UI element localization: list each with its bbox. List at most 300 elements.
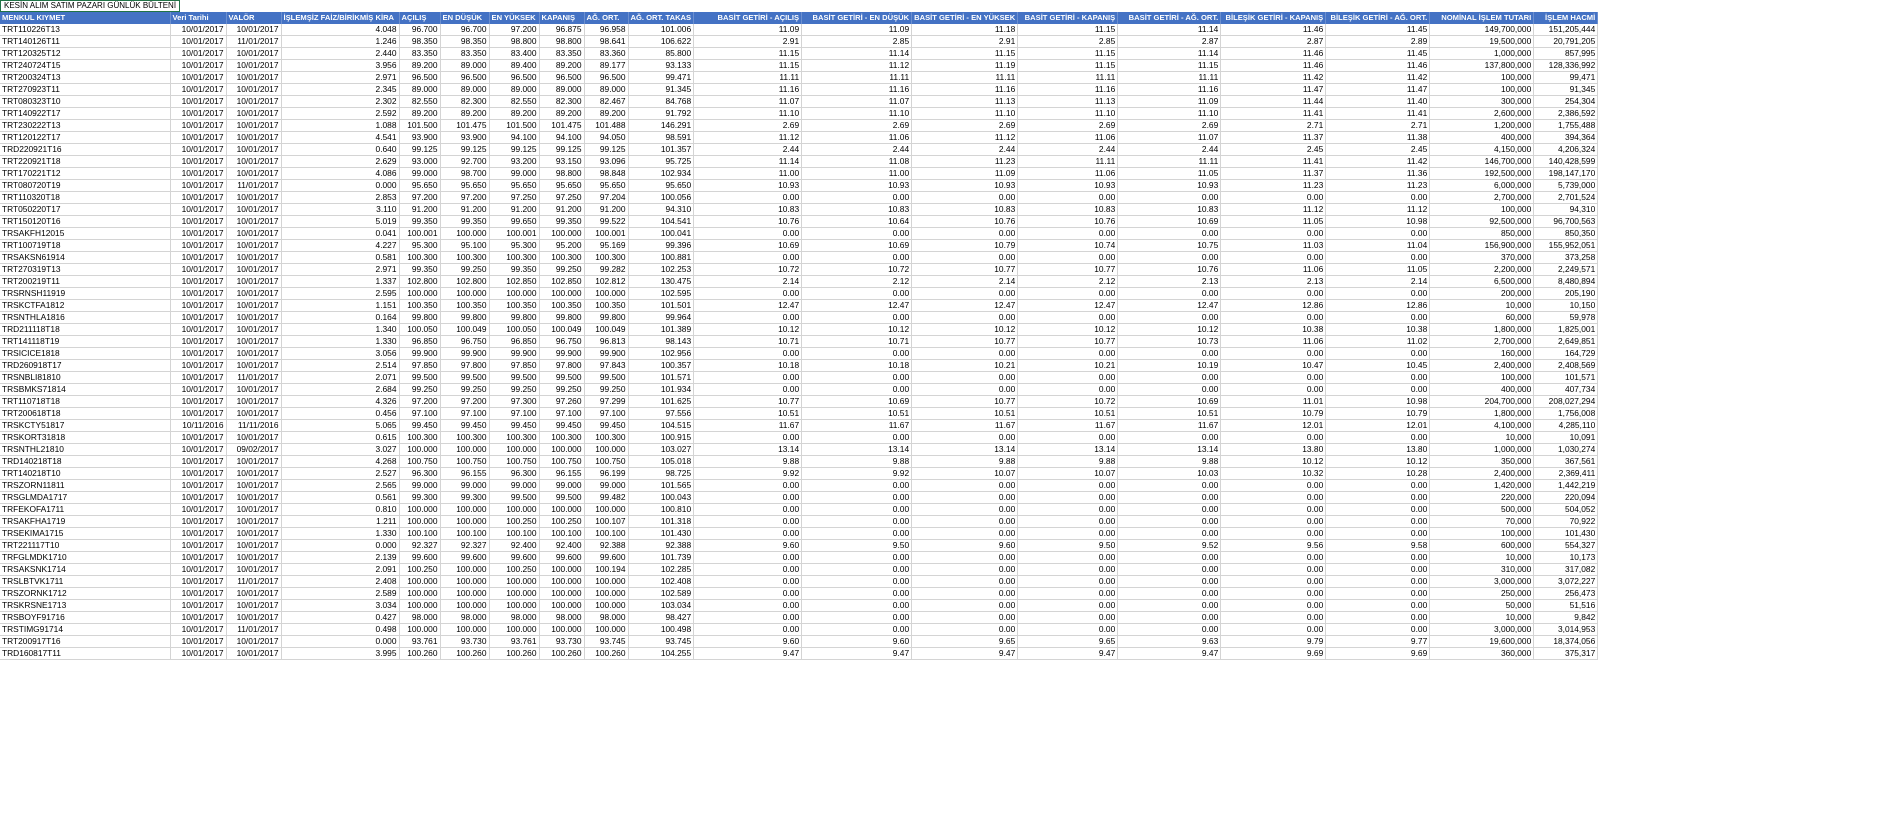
- security-code-cell[interactable]: TRSRNSH11919: [0, 287, 170, 299]
- table-cell[interactable]: 99.125: [539, 143, 584, 155]
- table-cell[interactable]: 13.80: [1221, 443, 1326, 455]
- table-cell[interactable]: 100.000: [399, 503, 440, 515]
- table-cell[interactable]: 100.000: [539, 599, 584, 611]
- column-header[interactable]: EN YÜKSEK: [489, 12, 539, 24]
- table-cell[interactable]: 0.00: [1221, 251, 1326, 263]
- table-cell[interactable]: 100.000: [399, 575, 440, 587]
- table-cell[interactable]: 102.408: [628, 575, 694, 587]
- table-cell[interactable]: 2.514: [281, 359, 399, 371]
- table-cell[interactable]: 600,000: [1430, 539, 1534, 551]
- table-cell[interactable]: 10.76: [694, 215, 802, 227]
- table-cell[interactable]: 11.15: [1018, 59, 1118, 71]
- table-cell[interactable]: 10/01/2017: [226, 479, 281, 491]
- table-cell[interactable]: 0.00: [1018, 551, 1118, 563]
- table-cell[interactable]: 99.600: [584, 551, 628, 563]
- table-cell[interactable]: 10/01/2017: [226, 107, 281, 119]
- table-cell[interactable]: 11.15: [1118, 59, 1221, 71]
- table-cell[interactable]: 10.72: [802, 263, 912, 275]
- table-cell[interactable]: 0.00: [1118, 251, 1221, 263]
- table-cell[interactable]: 83.350: [440, 47, 489, 59]
- table-cell[interactable]: 367,561: [1534, 455, 1598, 467]
- table-cell[interactable]: 9.47: [802, 647, 912, 659]
- table-cell[interactable]: 0.00: [912, 251, 1018, 263]
- security-code-cell[interactable]: TRT050220T17: [0, 203, 170, 215]
- table-cell[interactable]: 10/01/2017: [170, 215, 226, 227]
- table-cell[interactable]: 317,082: [1534, 563, 1598, 575]
- table-cell[interactable]: 95.650: [440, 179, 489, 191]
- table-cell[interactable]: 10/01/2017: [226, 431, 281, 443]
- table-cell[interactable]: 96.875: [539, 24, 584, 36]
- security-code-cell[interactable]: TRT080720T19: [0, 179, 170, 191]
- table-cell[interactable]: 0.00: [1221, 383, 1326, 395]
- table-cell[interactable]: 9.92: [802, 467, 912, 479]
- table-cell[interactable]: 5.065: [281, 419, 399, 431]
- table-cell[interactable]: 11.12: [694, 131, 802, 143]
- table-cell[interactable]: 10/01/2017: [170, 95, 226, 107]
- table-row[interactable]: [0, 587, 1598, 599]
- table-row[interactable]: [0, 119, 1598, 131]
- table-cell[interactable]: 93.745: [628, 635, 694, 647]
- table-cell[interactable]: 0.00: [1118, 587, 1221, 599]
- table-cell[interactable]: 99.250: [539, 263, 584, 275]
- table-cell[interactable]: 6,000,000: [1430, 179, 1534, 191]
- table-cell[interactable]: 11.07: [1118, 131, 1221, 143]
- table-cell[interactable]: 100.000: [440, 443, 489, 455]
- table-row[interactable]: [0, 575, 1598, 587]
- table-cell[interactable]: 91.200: [399, 203, 440, 215]
- table-cell[interactable]: 98.000: [489, 611, 539, 623]
- table-cell[interactable]: 10/01/2017: [170, 395, 226, 407]
- table-cell[interactable]: 89.200: [440, 107, 489, 119]
- table-cell[interactable]: 0.00: [1018, 227, 1118, 239]
- table-cell[interactable]: 10.76: [912, 215, 1018, 227]
- table-cell[interactable]: 83.350: [539, 47, 584, 59]
- table-cell[interactable]: 96.155: [539, 467, 584, 479]
- table-cell[interactable]: 11.16: [802, 83, 912, 95]
- table-cell[interactable]: 100.350: [539, 299, 584, 311]
- table-cell[interactable]: 10/01/2017: [170, 443, 226, 455]
- table-cell[interactable]: 0.00: [802, 587, 912, 599]
- table-cell[interactable]: 11.67: [912, 419, 1018, 431]
- table-cell[interactable]: 0.00: [694, 479, 802, 491]
- table-cell[interactable]: 101.475: [539, 119, 584, 131]
- table-cell[interactable]: 10.79: [1326, 407, 1430, 419]
- table-cell[interactable]: 0.00: [802, 431, 912, 443]
- table-cell[interactable]: 10.45: [1326, 359, 1430, 371]
- table-cell[interactable]: 100.260: [539, 647, 584, 659]
- table-cell[interactable]: 106.622: [628, 35, 694, 47]
- security-code-cell[interactable]: TRSAKSNK1714: [0, 563, 170, 575]
- table-cell[interactable]: 0.00: [1326, 227, 1430, 239]
- table-cell[interactable]: 100.000: [584, 575, 628, 587]
- table-cell[interactable]: 0.00: [802, 347, 912, 359]
- table-cell[interactable]: 0.00: [1018, 575, 1118, 587]
- table-cell[interactable]: 3,000,000: [1430, 575, 1534, 587]
- table-cell[interactable]: 2.12: [1018, 275, 1118, 287]
- security-code-cell[interactable]: TRSKORT31818: [0, 431, 170, 443]
- table-cell[interactable]: 10,000: [1430, 431, 1534, 443]
- table-cell[interactable]: 200,000: [1430, 287, 1534, 299]
- table-row[interactable]: [0, 215, 1598, 227]
- table-cell[interactable]: 10/01/2017: [170, 431, 226, 443]
- table-cell[interactable]: 99.000: [539, 479, 584, 491]
- table-cell[interactable]: 100,000: [1430, 371, 1534, 383]
- table-cell[interactable]: 11.09: [802, 24, 912, 36]
- table-cell[interactable]: 0.00: [1118, 611, 1221, 623]
- table-cell[interactable]: 95.100: [440, 239, 489, 251]
- table-cell[interactable]: 10.69: [802, 395, 912, 407]
- table-cell[interactable]: 0.00: [694, 599, 802, 611]
- security-code-cell[interactable]: TRT140218T10: [0, 467, 170, 479]
- table-cell[interactable]: 204,700,000: [1430, 395, 1534, 407]
- table-cell[interactable]: 0.00: [1221, 491, 1326, 503]
- table-cell[interactable]: 13.14: [912, 443, 1018, 455]
- table-cell[interactable]: 11.14: [694, 155, 802, 167]
- table-cell[interactable]: 95.650: [628, 179, 694, 191]
- table-cell[interactable]: 11.67: [802, 419, 912, 431]
- table-cell[interactable]: 10/01/2017: [170, 263, 226, 275]
- table-cell[interactable]: 12.47: [694, 299, 802, 311]
- table-cell[interactable]: 10.83: [1018, 203, 1118, 215]
- table-cell[interactable]: 101,571: [1534, 371, 1598, 383]
- table-cell[interactable]: 10.12: [1118, 323, 1221, 335]
- table-cell[interactable]: 93.761: [489, 635, 539, 647]
- table-cell[interactable]: 0.00: [1018, 527, 1118, 539]
- table-cell[interactable]: 99.600: [539, 551, 584, 563]
- security-code-cell[interactable]: TRD211118T18: [0, 323, 170, 335]
- table-row[interactable]: [0, 179, 1598, 191]
- table-cell[interactable]: 100.300: [539, 251, 584, 263]
- table-cell[interactable]: 10.69: [1118, 395, 1221, 407]
- table-cell[interactable]: 99.800: [399, 311, 440, 323]
- table-cell[interactable]: 12.47: [912, 299, 1018, 311]
- table-cell[interactable]: 10.38: [1326, 323, 1430, 335]
- table-cell[interactable]: 2,600,000: [1430, 107, 1534, 119]
- table-cell[interactable]: 92.327: [440, 539, 489, 551]
- table-cell[interactable]: 0.810: [281, 503, 399, 515]
- table-cell[interactable]: 11.16: [1118, 83, 1221, 95]
- table-cell[interactable]: 10/01/2017: [226, 407, 281, 419]
- table-cell[interactable]: 11.47: [1326, 83, 1430, 95]
- table-cell[interactable]: 0.00: [1221, 515, 1326, 527]
- security-code-cell[interactable]: TRT270319T13: [0, 263, 170, 275]
- table-cell[interactable]: 10/01/2017: [226, 275, 281, 287]
- security-code-cell[interactable]: TRT200324T13: [0, 71, 170, 83]
- table-cell[interactable]: 98.591: [628, 131, 694, 143]
- table-cell[interactable]: 11.16: [912, 83, 1018, 95]
- table-cell[interactable]: 11.67: [1118, 419, 1221, 431]
- table-cell[interactable]: 250,000: [1430, 587, 1534, 599]
- table-cell[interactable]: 0.00: [694, 431, 802, 443]
- table-cell[interactable]: 89.200: [584, 107, 628, 119]
- table-cell[interactable]: 10.73: [1118, 335, 1221, 347]
- column-header[interactable]: EN DÜŞÜK: [440, 12, 489, 24]
- table-cell[interactable]: 100.300: [440, 251, 489, 263]
- table-cell[interactable]: 11.00: [694, 167, 802, 179]
- table-cell[interactable]: 10/01/2017: [170, 203, 226, 215]
- table-cell[interactable]: 11.15: [1018, 47, 1118, 59]
- table-row[interactable]: [0, 347, 1598, 359]
- table-cell[interactable]: 0.00: [1018, 503, 1118, 515]
- table-cell[interactable]: 101.739: [628, 551, 694, 563]
- table-cell[interactable]: 99.250: [489, 383, 539, 395]
- table-cell[interactable]: 97.260: [539, 395, 584, 407]
- table-cell[interactable]: 2.629: [281, 155, 399, 167]
- table-cell[interactable]: 0.00: [912, 347, 1018, 359]
- table-row[interactable]: [0, 551, 1598, 563]
- table-cell[interactable]: 10/01/2017: [226, 515, 281, 527]
- table-cell[interactable]: 0.00: [802, 491, 912, 503]
- table-cell[interactable]: 2.69: [802, 119, 912, 131]
- table-cell[interactable]: 12.01: [1221, 419, 1326, 431]
- table-cell[interactable]: 0.00: [1221, 431, 1326, 443]
- table-cell[interactable]: 500,000: [1430, 503, 1534, 515]
- table-cell[interactable]: 10/01/2017: [226, 539, 281, 551]
- table-cell[interactable]: 0.00: [694, 287, 802, 299]
- table-cell[interactable]: 98.143: [628, 335, 694, 347]
- table-cell[interactable]: 0.00: [1018, 311, 1118, 323]
- security-code-cell[interactable]: TRSZORN11811: [0, 479, 170, 491]
- column-header[interactable]: BASİT GETİRİ - EN DÜŞÜK: [802, 12, 912, 24]
- table-cell[interactable]: 0.00: [912, 371, 1018, 383]
- table-cell[interactable]: 100.357: [628, 359, 694, 371]
- table-cell[interactable]: 100.000: [399, 515, 440, 527]
- security-code-cell[interactable]: TRT230222T13: [0, 119, 170, 131]
- table-row[interactable]: [0, 335, 1598, 347]
- table-cell[interactable]: 102.850: [539, 275, 584, 287]
- table-cell[interactable]: 0.00: [912, 227, 1018, 239]
- table-cell[interactable]: 9.88: [1118, 455, 1221, 467]
- table-cell[interactable]: 91.345: [628, 83, 694, 95]
- table-cell[interactable]: 0.00: [1221, 287, 1326, 299]
- table-cell[interactable]: 12.47: [802, 299, 912, 311]
- table-row[interactable]: [0, 467, 1598, 479]
- table-cell[interactable]: 100.350: [489, 299, 539, 311]
- table-cell[interactable]: 96.850: [489, 335, 539, 347]
- table-cell[interactable]: 100.350: [584, 299, 628, 311]
- table-cell[interactable]: 0.00: [1118, 431, 1221, 443]
- table-cell[interactable]: 9.88: [802, 455, 912, 467]
- table-cell[interactable]: 100.000: [584, 623, 628, 635]
- table-row[interactable]: [0, 611, 1598, 623]
- table-cell[interactable]: 10/01/2017: [226, 227, 281, 239]
- table-cell[interactable]: 102.800: [399, 275, 440, 287]
- table-cell[interactable]: 99.500: [539, 371, 584, 383]
- table-cell[interactable]: 2.69: [1118, 119, 1221, 131]
- table-cell[interactable]: 10.77: [912, 395, 1018, 407]
- table-cell[interactable]: 99.000: [399, 167, 440, 179]
- table-cell[interactable]: 10/01/2017: [226, 611, 281, 623]
- table-cell[interactable]: 100.000: [584, 287, 628, 299]
- table-cell[interactable]: 10.83: [802, 203, 912, 215]
- table-cell[interactable]: 10.72: [694, 263, 802, 275]
- security-code-cell[interactable]: TRSBOYF91716: [0, 611, 170, 623]
- table-cell[interactable]: 10/01/2017: [170, 563, 226, 575]
- table-cell[interactable]: 2.13: [1221, 275, 1326, 287]
- table-cell[interactable]: 99.350: [539, 215, 584, 227]
- security-code-cell[interactable]: TRT110320T18: [0, 191, 170, 203]
- table-cell[interactable]: 0.00: [912, 191, 1018, 203]
- table-cell[interactable]: 11.09: [694, 24, 802, 36]
- table-cell[interactable]: 0.00: [1118, 551, 1221, 563]
- table-cell[interactable]: 10.12: [1018, 323, 1118, 335]
- table-cell[interactable]: 0.00: [1326, 383, 1430, 395]
- table-cell[interactable]: 0.00: [1326, 575, 1430, 587]
- table-cell[interactable]: 140,428,599: [1534, 155, 1598, 167]
- table-cell[interactable]: 130.475: [628, 275, 694, 287]
- table-row[interactable]: [0, 287, 1598, 299]
- table-cell[interactable]: 100.100: [399, 527, 440, 539]
- table-cell[interactable]: 95.725: [628, 155, 694, 167]
- table-cell[interactable]: 10/01/2017: [170, 191, 226, 203]
- table-cell[interactable]: 10/01/2017: [226, 467, 281, 479]
- table-cell[interactable]: 2.71: [1221, 119, 1326, 131]
- table-cell[interactable]: 97.299: [584, 395, 628, 407]
- table-cell[interactable]: 13.80: [1326, 443, 1430, 455]
- table-cell[interactable]: 11.37: [1221, 131, 1326, 143]
- table-cell[interactable]: 97.250: [539, 191, 584, 203]
- table-cell[interactable]: 97.200: [399, 395, 440, 407]
- table-cell[interactable]: 0.00: [1118, 527, 1221, 539]
- security-code-cell[interactable]: TRSAKSN61914: [0, 251, 170, 263]
- table-cell[interactable]: 9.50: [1018, 539, 1118, 551]
- table-cell[interactable]: 11/01/2017: [226, 179, 281, 191]
- column-header[interactable]: İŞLEMŞİZ FAİZ/BİRİKMİŞ KİRA: [281, 12, 399, 24]
- table-cell[interactable]: 0.00: [694, 503, 802, 515]
- table-cell[interactable]: 102.589: [628, 587, 694, 599]
- table-cell[interactable]: 10.51: [912, 407, 1018, 419]
- table-row[interactable]: [0, 131, 1598, 143]
- table-cell[interactable]: 2.87: [1221, 35, 1326, 47]
- table-cell[interactable]: 10.51: [1118, 407, 1221, 419]
- table-cell[interactable]: 11.10: [694, 107, 802, 119]
- table-cell[interactable]: 95.650: [539, 179, 584, 191]
- table-cell[interactable]: 4,150,000: [1430, 143, 1534, 155]
- table-cell[interactable]: 10,000: [1430, 611, 1534, 623]
- table-cell[interactable]: 95.200: [539, 239, 584, 251]
- table-cell[interactable]: 10/01/2017: [226, 263, 281, 275]
- table-cell[interactable]: 99.250: [440, 383, 489, 395]
- table-cell[interactable]: 11.15: [1018, 24, 1118, 36]
- table-cell[interactable]: 99.900: [584, 347, 628, 359]
- table-cell[interactable]: 10.19: [1118, 359, 1221, 371]
- table-cell[interactable]: 0.00: [694, 515, 802, 527]
- table-cell[interactable]: 0.000: [281, 179, 399, 191]
- table-cell[interactable]: 99.450: [489, 419, 539, 431]
- table-cell[interactable]: 11.10: [1018, 107, 1118, 119]
- table-cell[interactable]: 104.541: [628, 215, 694, 227]
- table-cell[interactable]: 9.56: [1221, 539, 1326, 551]
- table-cell[interactable]: 11.23: [912, 155, 1018, 167]
- table-cell[interactable]: 89.200: [539, 59, 584, 71]
- table-cell[interactable]: 100.000: [440, 623, 489, 635]
- table-cell[interactable]: 10/11/2016: [170, 419, 226, 431]
- table-cell[interactable]: 97.556: [628, 407, 694, 419]
- table-cell[interactable]: 100.350: [440, 299, 489, 311]
- table-cell[interactable]: 19,600,000: [1430, 635, 1534, 647]
- table-cell[interactable]: 83.400: [489, 47, 539, 59]
- table-cell[interactable]: 0.00: [694, 587, 802, 599]
- table-cell[interactable]: 100.300: [539, 431, 584, 443]
- table-row[interactable]: [0, 479, 1598, 491]
- table-cell[interactable]: 11.45: [1326, 24, 1430, 36]
- table-cell[interactable]: 100.000: [440, 227, 489, 239]
- security-code-cell[interactable]: TRD260918T17: [0, 359, 170, 371]
- table-cell[interactable]: 100.000: [584, 587, 628, 599]
- table-cell[interactable]: 99.125: [584, 143, 628, 155]
- table-cell[interactable]: 96.500: [399, 71, 440, 83]
- table-cell[interactable]: 10/01/2017: [170, 143, 226, 155]
- table-cell[interactable]: 100.300: [399, 431, 440, 443]
- table-cell[interactable]: 101.318: [628, 515, 694, 527]
- table-cell[interactable]: 99.125: [399, 143, 440, 155]
- table-cell[interactable]: 11/01/2017: [226, 35, 281, 47]
- table-cell[interactable]: 0.00: [1018, 383, 1118, 395]
- table-cell[interactable]: 220,094: [1534, 491, 1598, 503]
- table-cell[interactable]: 0.00: [1118, 311, 1221, 323]
- table-cell[interactable]: 100.001: [584, 227, 628, 239]
- table-cell[interactable]: 2,400,000: [1430, 467, 1534, 479]
- table-cell[interactable]: 208,027,294: [1534, 395, 1598, 407]
- table-cell[interactable]: 1,000,000: [1430, 47, 1534, 59]
- table-cell[interactable]: 92.388: [584, 539, 628, 551]
- table-cell[interactable]: 0.00: [694, 623, 802, 635]
- table-row[interactable]: [0, 311, 1598, 323]
- table-cell[interactable]: 99.282: [584, 263, 628, 275]
- table-cell[interactable]: 10.93: [1118, 179, 1221, 191]
- table-row[interactable]: [0, 107, 1598, 119]
- table-cell[interactable]: 101.357: [628, 143, 694, 155]
- table-cell[interactable]: 97.850: [399, 359, 440, 371]
- table-cell[interactable]: 10/01/2017: [226, 119, 281, 131]
- table-cell[interactable]: 89.000: [539, 83, 584, 95]
- table-cell[interactable]: 2.440: [281, 47, 399, 59]
- table-cell[interactable]: 0.00: [912, 503, 1018, 515]
- table-cell[interactable]: 100.000: [440, 563, 489, 575]
- table-cell[interactable]: 0.00: [1018, 587, 1118, 599]
- table-cell[interactable]: 10.71: [802, 335, 912, 347]
- security-code-cell[interactable]: TRSGLMDA1717: [0, 491, 170, 503]
- table-cell[interactable]: 94.050: [584, 131, 628, 143]
- table-cell[interactable]: 2,700,000: [1430, 191, 1534, 203]
- table-cell[interactable]: 11.07: [694, 95, 802, 107]
- table-cell[interactable]: 1.330: [281, 335, 399, 347]
- table-cell[interactable]: 99.482: [584, 491, 628, 503]
- table-cell[interactable]: 100.100: [489, 527, 539, 539]
- table-cell[interactable]: 105.018: [628, 455, 694, 467]
- table-cell[interactable]: 10/01/2017: [170, 239, 226, 251]
- table-cell[interactable]: 10/01/2017: [170, 275, 226, 287]
- table-cell[interactable]: 10.12: [1221, 455, 1326, 467]
- table-cell[interactable]: 9.69: [1221, 647, 1326, 659]
- table-cell[interactable]: 9.92: [694, 467, 802, 479]
- column-header[interactable]: BASİT GETİRİ - AÇILIŞ: [694, 12, 802, 24]
- table-cell[interactable]: 97.250: [489, 191, 539, 203]
- table-cell[interactable]: 11/01/2017: [226, 623, 281, 635]
- table-cell[interactable]: 0.00: [802, 575, 912, 587]
- table-cell[interactable]: 9.47: [694, 647, 802, 659]
- table-cell[interactable]: 4.227: [281, 239, 399, 251]
- table-cell[interactable]: 82.300: [539, 95, 584, 107]
- table-cell[interactable]: 4.326: [281, 395, 399, 407]
- table-cell[interactable]: 0.00: [1118, 563, 1221, 575]
- table-cell[interactable]: 0.00: [802, 227, 912, 239]
- table-cell[interactable]: 0.00: [694, 251, 802, 263]
- table-cell[interactable]: 2.971: [281, 263, 399, 275]
- table-cell[interactable]: 0.00: [912, 623, 1018, 635]
- table-row[interactable]: [0, 623, 1598, 635]
- table-cell[interactable]: 100.260: [440, 647, 489, 659]
